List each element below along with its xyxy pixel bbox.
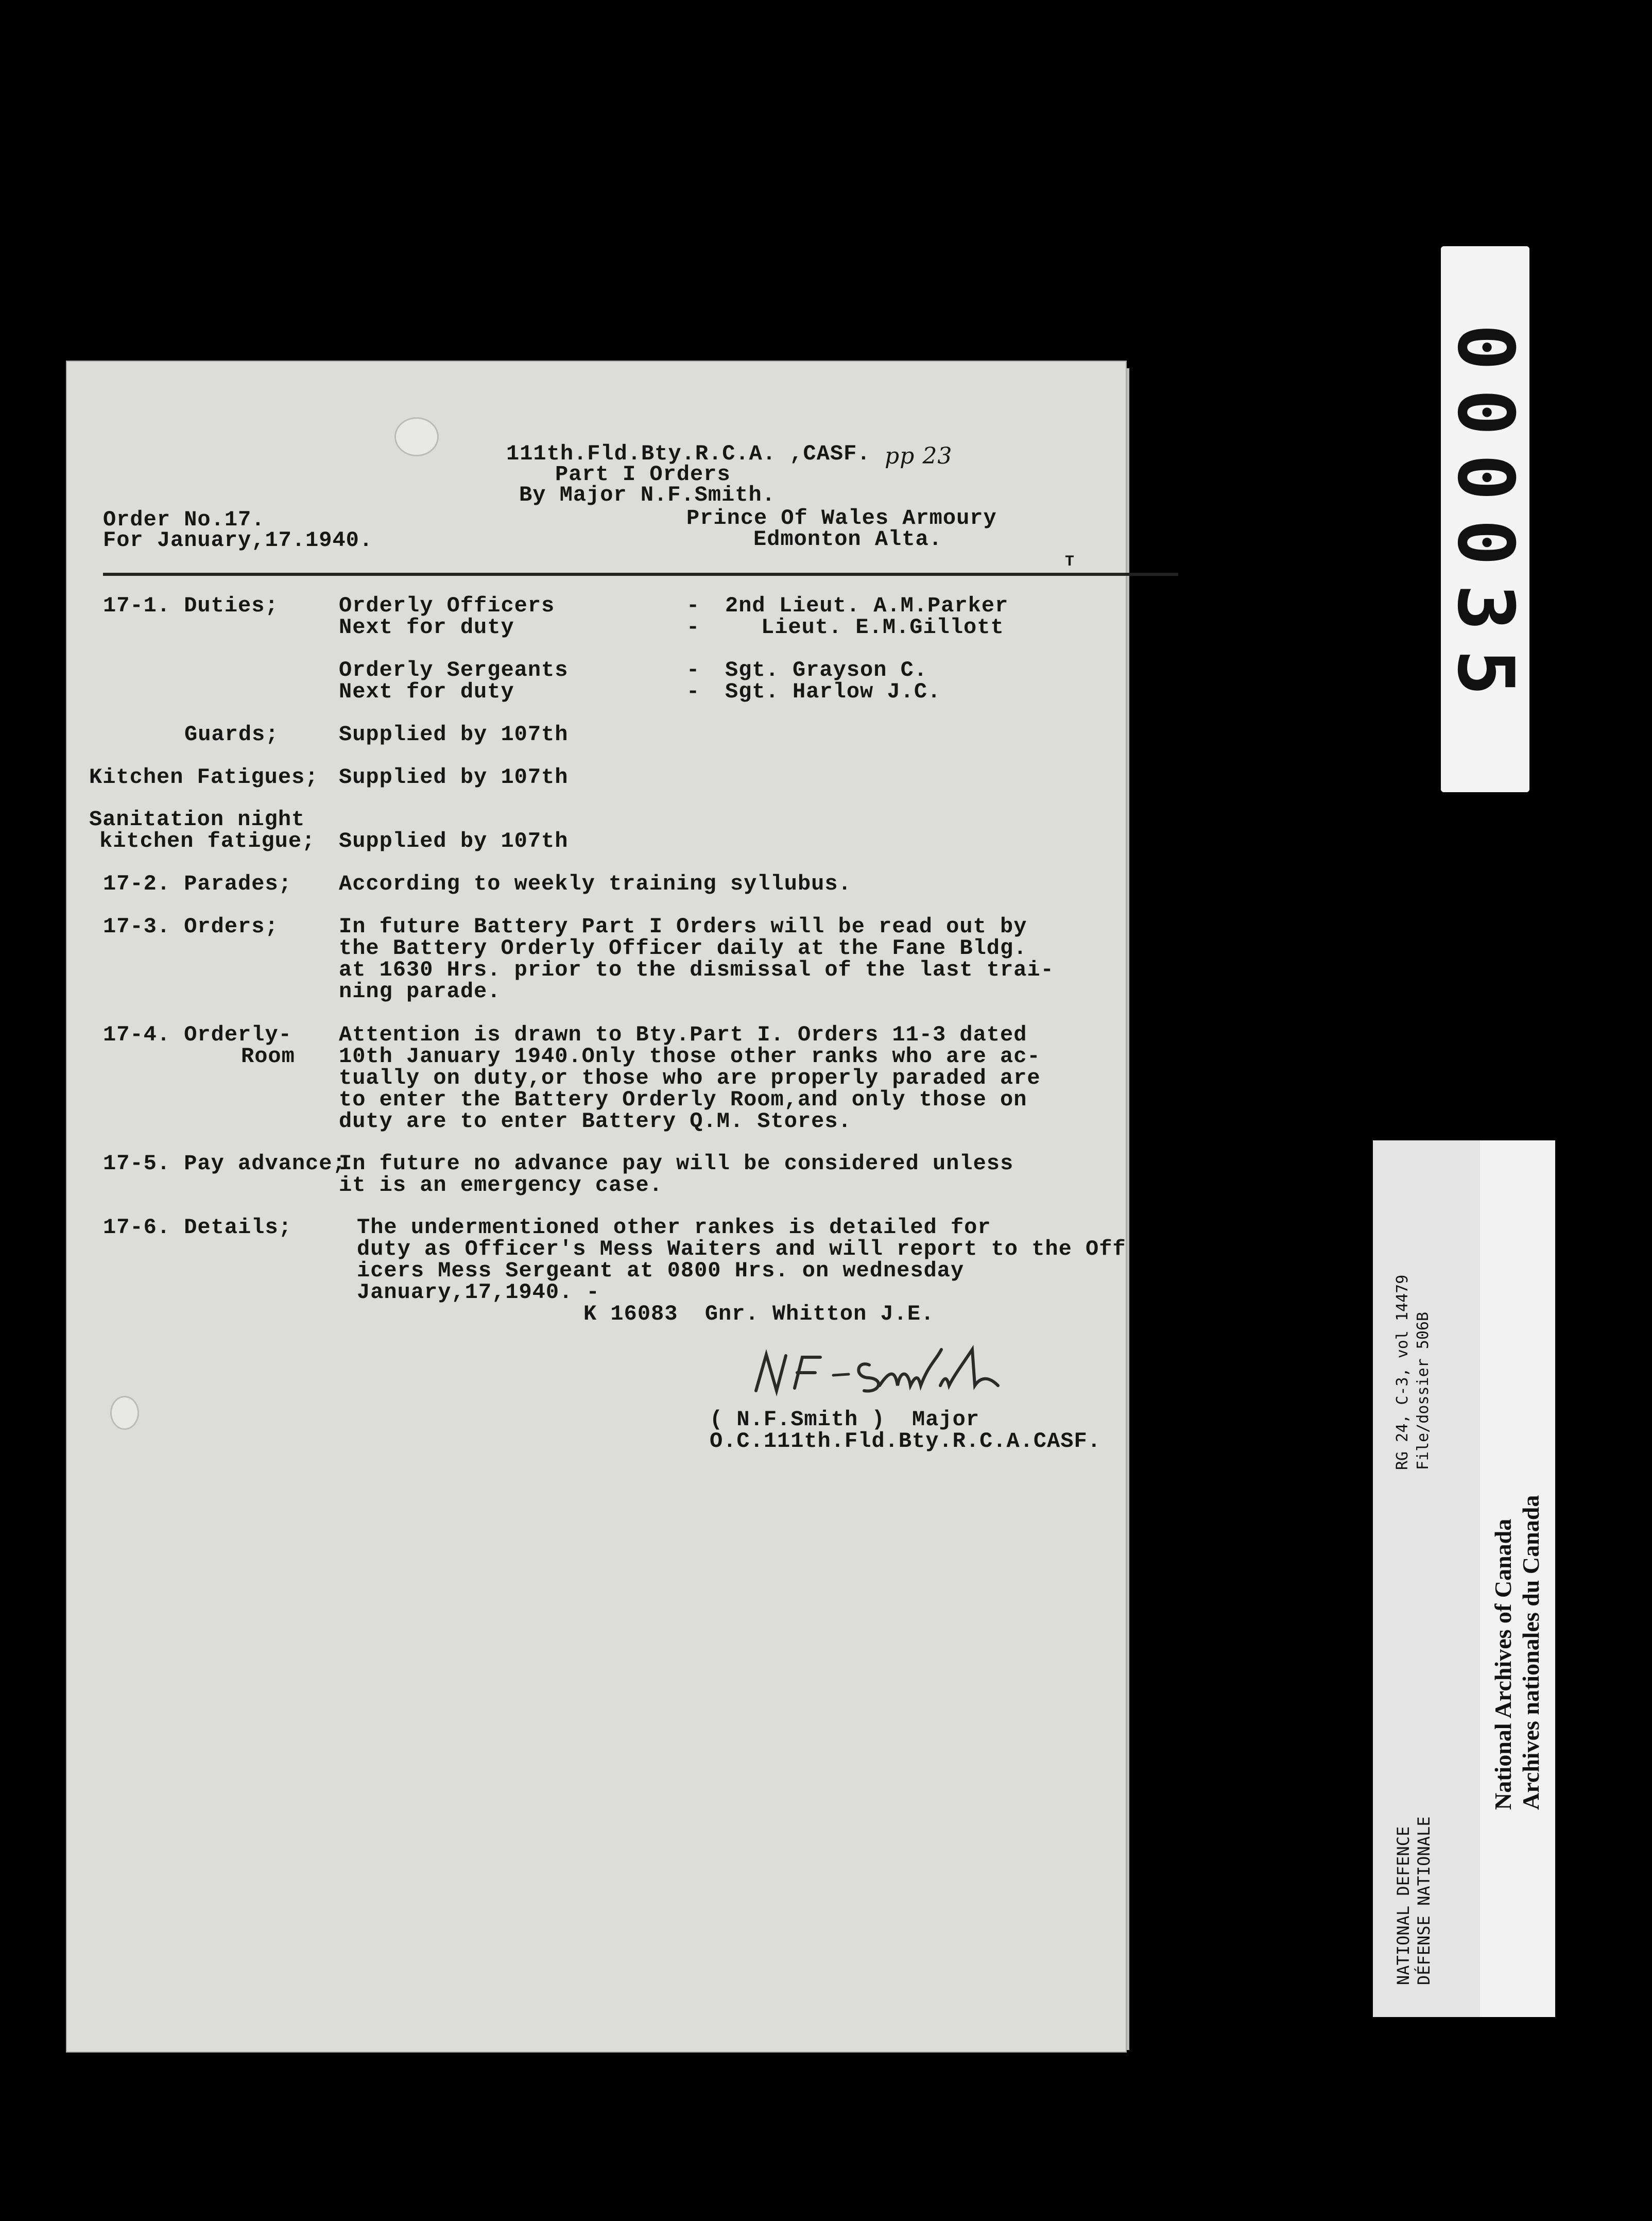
punch-hole-bottom	[110, 1396, 139, 1430]
orders-line: the Battery Orderly Officer daily at the Fane Bldg.	[339, 936, 1027, 961]
archive-label-reference	[1373, 1140, 1480, 2017]
pay-advance-label: 17-5. Pay advance;	[103, 1151, 346, 1176]
duty-name: Sgt. Harlow J.C.	[725, 679, 941, 704]
orders-line: ning parade.	[339, 979, 501, 1004]
kitchen-label: Kitchen Fatigues;	[89, 765, 319, 790]
handwritten-signature	[746, 1334, 1013, 1416]
kitchen-text: Supplied by 107th	[339, 765, 569, 790]
orderly-room-line: Attention is drawn to Bty.Part I. Orders 11-3 dated	[339, 1022, 1027, 1047]
duty-role: Orderly Sergeants	[339, 658, 569, 682]
document-page	[66, 361, 1127, 2053]
details-line: The undermentioned other rankes is detailed for	[357, 1215, 991, 1240]
orders-line: at 1630 Hrs. prior to the dismissal of the last trai-	[339, 958, 1054, 982]
archive-stamp-number: 000035	[1440, 324, 1530, 714]
duty-dash: -	[686, 615, 700, 640]
duty-role: Next for duty	[339, 615, 514, 640]
signature-title-line: O.C.111th.Fld.Bty.R.C.A.CASF.	[710, 1429, 1101, 1454]
location-line-1: Prince Of Wales Armoury	[686, 506, 997, 531]
guards-label: Guards;	[184, 722, 279, 747]
archive-ref-line-2: File/dossier 506B	[1414, 1311, 1432, 1470]
margin-mark: T	[1065, 553, 1075, 571]
header-divider	[103, 573, 1178, 576]
header-by: By Major N.F.Smith.	[519, 483, 776, 507]
parades-text: According to weekly training syllubus.	[339, 872, 852, 896]
handwritten-page-ref: pp 23	[885, 443, 953, 469]
sanitation-text: Supplied by 107th	[339, 829, 569, 853]
archives-name-fr: Archives nationales du Canada	[1518, 1495, 1544, 1810]
archives-name-en: National Archives of Canada	[1490, 1518, 1516, 1810]
orders-label: 17-3. Orders;	[103, 914, 279, 939]
duty-dash: -	[686, 593, 700, 618]
punch-hole-top	[394, 417, 439, 456]
dept-line-2: DÉFENSE NATIONALE	[1414, 1816, 1434, 1985]
duty-role: Orderly Officers	[339, 593, 555, 618]
pay-advance-line: In future no advance pay will be considered unless	[339, 1151, 1014, 1176]
orderly-room-line: 10th January 1940.Only those other ranks who are ac-	[339, 1044, 1041, 1069]
order-date: For January,17.1940.	[103, 528, 373, 553]
duty-name: 2nd Lieut. A.M.Parker	[725, 593, 1009, 618]
details-line: duty as Officer's Mess Waiters and will report to the Off	[357, 1237, 1126, 1261]
dept-line-1: NATIONAL DEFENCE	[1393, 1826, 1413, 1985]
orderly-room-line: duty are to enter Battery Q.M. Stores.	[339, 1109, 852, 1134]
parades-label: 17-2. Parades;	[103, 872, 292, 896]
location-line-2: Edmonton Alta.	[753, 527, 942, 552]
archive-label-institution	[1480, 1140, 1555, 2017]
guards-text: Supplied by 107th	[339, 722, 569, 747]
order-number: Order No.17.	[103, 507, 265, 532]
duty-name: Lieut. E.M.Gillott	[761, 615, 1004, 640]
duty-role: Next for duty	[339, 679, 514, 704]
sanitation-label-1: Sanitation night	[89, 807, 305, 832]
details-line: icers Mess Sergeant at 0800 Hrs. on wednesday	[357, 1258, 965, 1283]
orderly-room-line: to enter the Battery Orderly Room,and only those on	[339, 1087, 1027, 1112]
header-unit: 111th.Fld.Bty.R.C.A. ,CASF.	[506, 441, 871, 466]
header-title: Part I Orders	[555, 462, 731, 487]
duties-label: 17-1. Duties;	[103, 593, 279, 618]
details-line: January,17,1940. -	[357, 1280, 600, 1305]
signature-name-line: ( N.F.Smith ) Major	[710, 1407, 980, 1432]
archive-stamp	[1441, 246, 1529, 792]
details-assignee: K 16083 Gnr. Whitton J.E.	[583, 1302, 935, 1326]
orderly-room-label-2: Room	[241, 1044, 295, 1069]
sanitation-label-2: kitchen fatigue;	[99, 829, 316, 853]
details-label: 17-6. Details;	[103, 1215, 292, 1240]
orders-line: In future Battery Part I Orders will be read out by	[339, 914, 1027, 939]
orderly-room-line: tually on duty,or those who are properly paraded are	[339, 1066, 1041, 1090]
duty-name: Sgt. Grayson C.	[725, 658, 928, 682]
archive-ref-line-1: RG 24, C-3, vol 14479	[1393, 1274, 1412, 1470]
duty-dash: -	[686, 679, 700, 704]
orderly-room-label-1: 17-4. Orderly-	[103, 1022, 292, 1047]
duty-dash: -	[686, 658, 700, 682]
pay-advance-line: it is an emergency case.	[339, 1173, 663, 1198]
